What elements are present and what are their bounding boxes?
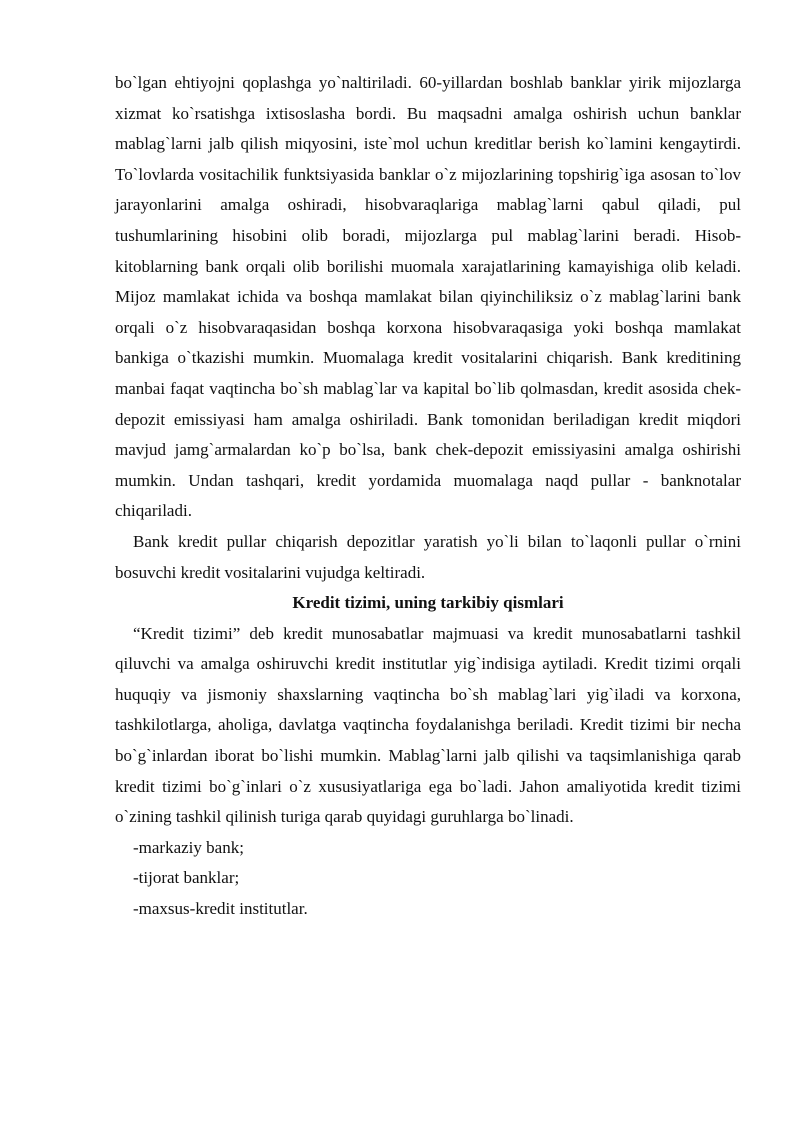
section-heading: Kredit tizimi, uning tarkibiy qismlari (292, 593, 564, 613)
paragraph-credit-instruments: Bank kredit pullar chiqarish depozitlar yaratish yo`li bilan to`laqonli pullar o`rnini bosuvchi kredit vositalarini vujudga keltiradi. (115, 531, 741, 582)
paragraph-credit-system-definition: “Kredit tizimi” deb kredit munosabatlar majmuasi va kredit munosabatlarni tashkil qiluvchi va amalga oshiruvchi kredit institutlar yig`indisiga aytiladi. Kredit tizimi orqali huquqiy va jismoniy shaxslarning vaqtincha bo`sh mablag`lari yig`iladi va korxona, tashkilotlarga, aholiga, davlatga vaqtincha foydalanishga beriladi. Kredit tizimi bir necha bo`g`inlardan iborat bo`lishi mumkin. Mablag`larni jalb qilishi va taqsimlanishiga qarab kredit tizimi bo`g`inlari o`z xususiyatlariga ega bo`ladi. Jahon amaliyotida kredit tizimi o`zining tashkil qilinish turiga qarab quyidagi guruhlarga bo`linadi. (115, 623, 741, 827)
document-page (115, 68, 741, 925)
list-item-commercial-banks: -tijorat banklar; (133, 868, 240, 888)
list-item-special-credit-institutions: -maxsus-kredit institutlar. (133, 899, 308, 919)
paragraph-banking-functions: bo`lgan ehtiyojni qoplashga yo`naltiriladi. 60-yillardan boshlab banklar yirik mijozlarga xizmat ko`rsatishga ixtisoslasha bordi. Bu maqsadni amalga oshirish uchun banklar mablag`larni jalb qilish miqyosini, iste`mol uchun kreditlar berish ko`lamini kengaytirdi. To`lovlarda vositachilik funktsiyasida banklar o`z mijozlarining topshirig`iga asosan to`lov jarayonlarini amalga oshiradi, hisobvaraqlariga mablag`larni qabul qiladi, pul tushumlarining hisobini olib boradi, mijozlarga pul mablag`larini beradi. Hisob-kitoblarning bank orqali olib borilishi muomala xarajatlarining kamayishiga olib keladi. Mijoz mamlakat ichida va boshqa mamlakat bilan qiyinchiliksiz o`z mablag`larini bank orqali o`z hisobvaraqasidan boshqa korxona hisobvaraqasiga yoki boshqa mamlakat bankiga o`tkazishi mumkin. Muomalaga kredit vositalarini chiqarish. Bank kreditining manbai faqat vaqtincha bo`sh mablag`lar va kapital bo`lib qolmasdan, kredit asosida chek-depozit emissiyasi ham amalga oshiriladi. Bank tomonidan beriladigan kredit miqdori mavjud jamg`armalardan ko`p bo`lsa, bank chek-depozit emissiyasini amalga oshirishi mumkin. Undan tashqari, kredit yordamida muomalaga naqd pullar - banknotalar chiqariladi. (115, 73, 741, 521)
list-item-central-bank: -markaziy bank; (133, 837, 244, 857)
